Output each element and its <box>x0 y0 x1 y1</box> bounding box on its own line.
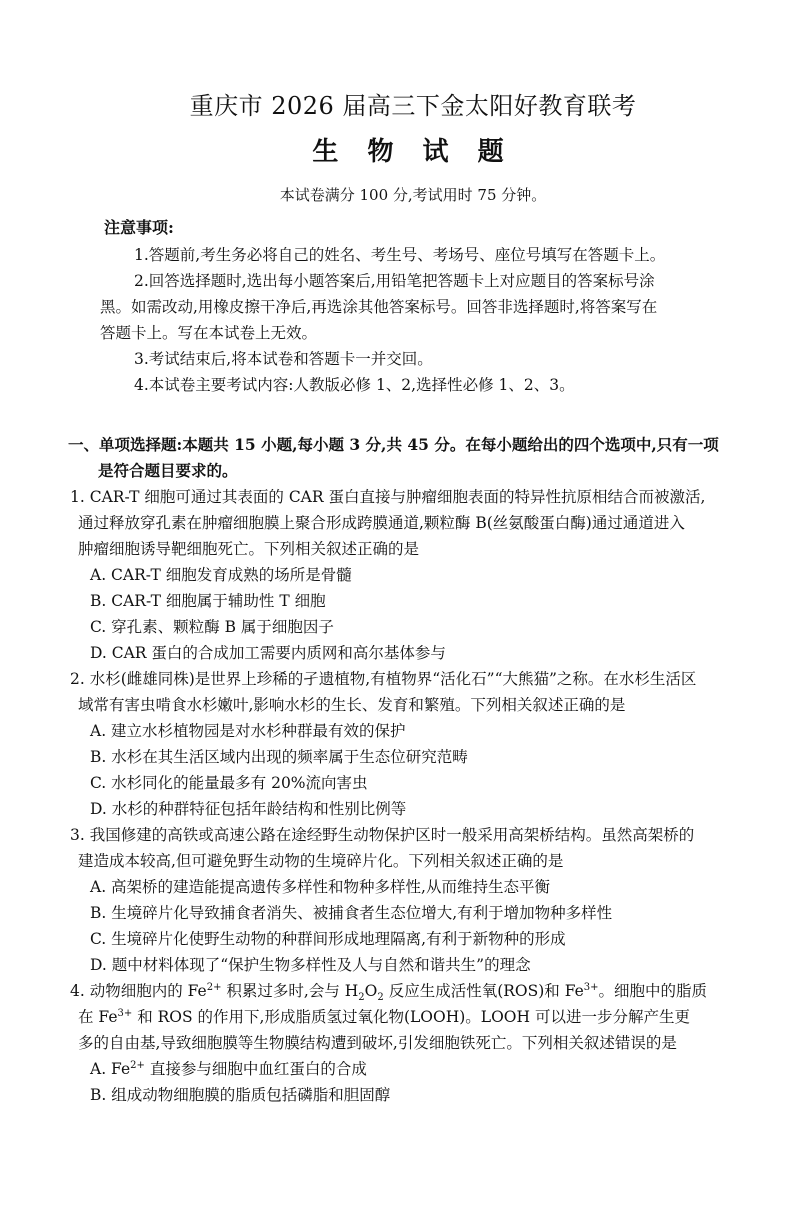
superscript: 2+ <box>206 981 222 993</box>
question-stem-line: 通过释放穿孔素在肿瘤细胞膜上聚合形成跨膜通道,颗粒酶 B(丝氨酸蛋白酶)通过通道进入 <box>78 514 685 532</box>
option-d: D. CAR 蛋白的合成加工需要内质网和高尔基体参与 <box>90 644 446 662</box>
notice-heading: 注意事项: <box>104 218 174 237</box>
exam-title: 重庆市 2026 届高三下金太阳好教育联考 <box>189 92 637 120</box>
option-b: B. 生境碎片化导致捕食者消失、被捕食者生态位增大,有利于增加物种多样性 <box>90 904 613 922</box>
subscript: 2 <box>377 992 384 1004</box>
notice-item-4: 4.本试卷主要考试内容:人教版必修 1、2,选择性必修 1、2、3。 <box>134 376 575 394</box>
question-1 <box>70 484 748 666</box>
option-a: A. CAR-T 细胞发育成熟的场所是骨髓 <box>90 566 352 584</box>
section-heading-line2: 是符合题目要求的。 <box>98 461 238 480</box>
q4-text: 4. 动物细胞内的 Fe <box>70 982 207 1000</box>
q4-text: 反应生成活性氧(ROS)和 Fe <box>383 982 584 1000</box>
subject-title: 生 物 试 题 <box>312 137 514 167</box>
q4-text: 直接参与细胞中血红蛋白的合成 <box>144 1060 367 1078</box>
option-c: C. 生境碎片化使野生动物的种群间形成地理隔离,有利于新物种的形成 <box>90 930 566 948</box>
superscript: 3+ <box>583 981 599 993</box>
option-d: D. 水杉的种群特征包括年龄结构和性别比例等 <box>90 800 407 818</box>
subscript: 2 <box>358 992 365 1004</box>
notice-item-2-line2: 黑。如需改动,用橡皮擦干净后,再选涂其他答案标号。回答非选择题时,将答案写在 <box>100 298 658 316</box>
question-3 <box>70 822 748 978</box>
q4-text: 和 ROS 的作用下,形成脂质氢过氧化物(LOOH)。LOOH 可以进一步分解产生更 <box>132 1008 690 1026</box>
option-c: C. 穿孔素、颗粒酶 B 属于细胞因子 <box>90 618 334 636</box>
superscript: 2+ <box>130 1059 145 1071</box>
option-b: B. 水杉在其生活区域内出现的频率属于生态位研究范畴 <box>90 748 468 766</box>
option-b: B. CAR-T 细胞属于辅助性 T 细胞 <box>90 592 326 610</box>
notice-item-3: 3.考试结束后,将本试卷和答题卡一并交回。 <box>134 350 433 368</box>
notice-item-2-line1: 2.回答选择题时,选出每小题答案后,用铅笔把答题卡上对应题目的答案标号涂 <box>134 272 655 290</box>
question-stem-line: 3. 我国修建的高铁或高速公路在途经野生动物保护区时一般采用高架桥结构。虽然高架桥的 <box>70 826 695 844</box>
option-d: D. 题中材料体现了“保护生物多样性及人与自然和谐共生”的理念 <box>90 956 531 974</box>
section-heading-line1: 一、单项选择题:本题共 15 小题,每小题 3 分,共 45 分。在每小题给出的四个选项中,只有一项 <box>68 435 719 454</box>
q4-text: 在 Fe <box>78 1008 118 1026</box>
question-stem-line: 多的自由基,导致细胞膜等生物膜结构遭到破坏,引发细胞铁死亡。下列相关叙述错误的是 <box>78 1034 677 1052</box>
question-stem-line: 2. 水杉(雌雄同株)是世界上珍稀的孑遗植物,有植物界“活化石”“大熊猫”之称。在水杉生活区 <box>70 670 697 688</box>
exam-page <box>0 86 800 1218</box>
notice-item-1: 1.答题前,考生务必将自己的姓名、考生号、考场号、座位号填写在答题卡上。 <box>134 246 666 264</box>
section-heading <box>68 432 748 484</box>
question-stem-line: 1. CAR-T 细胞可通过其表面的 CAR 蛋白直接与肿瘤细胞表面的特异性抗原相结合而被激活, <box>70 488 706 506</box>
option-c: C. 水杉同化的能量最多有 20%流向害虫 <box>90 774 368 792</box>
q4-text: O <box>364 982 378 1000</box>
option-b: B. 组成动物细胞膜的脂质包括磷脂和胆固醇 <box>90 1086 391 1104</box>
option-a <box>78 1056 748 1082</box>
question-stem-line: 域常有害虫啃食水杉嫩叶,影响水杉的生长、发育和繁殖。下列相关叙述正确的是 <box>78 696 626 714</box>
option-a: A. 建立水杉植物园是对水杉种群最有效的保护 <box>90 722 406 740</box>
notice-item-2-line3: 答题卡上。写在本试卷上无效。 <box>100 324 318 342</box>
question-2 <box>70 666 748 822</box>
option-a: A. 高架桥的建造能提高遗传多样性和物种多样性,从而维持生态平衡 <box>90 878 550 896</box>
exam-info: 本试卷满分 100 分,考试用时 75 分钟。 <box>279 186 547 204</box>
notice-list <box>78 242 748 398</box>
superscript: 3+ <box>117 1007 133 1019</box>
question-stem-line <box>70 978 748 1004</box>
question-4 <box>70 978 748 1108</box>
q4-text: 。细胞中的脂质 <box>598 982 708 1000</box>
question-stem-line: 肿瘤细胞诱导靶细胞死亡。下列相关叙述正确的是 <box>78 540 420 558</box>
q4-text: 积累过多时,会与 H <box>221 982 359 1000</box>
question-stem-line <box>78 1004 748 1030</box>
question-stem-line: 建造成本较高,但可避免野生动物的生境碎片化。下列相关叙述正确的是 <box>78 852 564 870</box>
q4-text: A. Fe <box>90 1060 131 1078</box>
